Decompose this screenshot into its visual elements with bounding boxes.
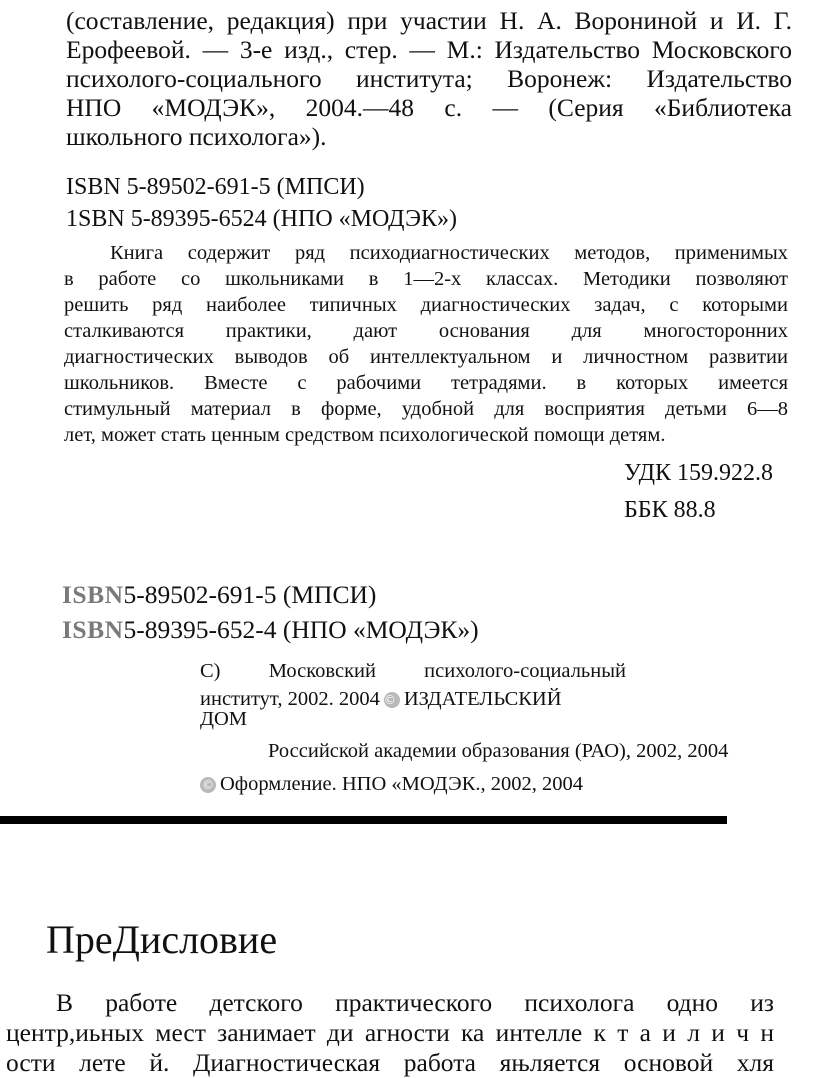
copyright-line: ДОМ <box>200 708 248 730</box>
isbn-mark: ISBN <box>62 580 124 609</box>
preface-line: центр,иьных мест занимает ди агности ка интелле к т а и л и ч н <box>6 1018 774 1047</box>
annotation-line: сталкиваются практики, дают основания для многосторонних <box>64 320 788 342</box>
annotation-line: школьников. Вместе с рабочими тетрадями. в которых имеется <box>64 372 788 394</box>
annotation-line: диагностических выводов об интеллектуальном и личностном развитии <box>64 346 788 368</box>
isbn-number: 5-89395-652-4 (НПО «МОДЭК») <box>123 615 479 644</box>
book-annotation <box>64 240 788 448</box>
bbk-code: ББК 88.8 <box>624 497 716 523</box>
biblio-line: НПО «МОДЭК», 2004.—48 с. — (Серия «Библиотека <box>66 93 792 122</box>
preface-line: В работе детского практического психолога одно из <box>56 988 774 1017</box>
biblio-line: школьного психолога»). <box>66 122 327 151</box>
annotation-line: стимульный материал в форме, удобной для восприятия детьми 6—8 <box>64 398 788 420</box>
preface-text <box>6 988 774 1078</box>
isbn-bottom-1 <box>62 580 376 610</box>
copyright-block <box>200 657 626 733</box>
copyright-icon: © <box>384 692 400 708</box>
bibliographic-description <box>66 6 792 151</box>
biblio-line: психолого-социального института; Воронеж: Издательство <box>66 64 792 93</box>
copyright-line: Российской академии образования (РАО), 2002, 2004 <box>268 740 729 762</box>
udk-code: УДК 159.922.8 <box>624 460 773 486</box>
annotation-line: решить ряд наиболее типичных диагностических задач, с которыми <box>64 294 788 316</box>
copyright-icon: © <box>202 778 214 792</box>
annotation-line: Книга содержит ряд психодиагностических методов, применимых <box>110 242 788 264</box>
preface-line: ости лете й. Диагностическая работа яњляется основой хля <box>6 1048 774 1077</box>
isbn-mark: ISBN <box>62 615 124 644</box>
annotation-line: в работе со школьниками в 1—2-х классах. Методики позволяют <box>64 268 788 290</box>
biblio-line: Ерофеевой. — 3-е изд., стер. — М.: Издательство Московского <box>66 35 792 64</box>
copyright-line <box>196 773 583 796</box>
copyright-line: С) Московский психолого-социальный <box>200 660 626 682</box>
isbn-bottom-2 <box>62 615 479 645</box>
copyright-text: ИЗДАТЕЛЬСКИЙ <box>403 688 562 710</box>
copyright-text: Оформление. НПО «МОДЭК., 2002, 2004 <box>220 773 583 795</box>
biblio-line: (составление, редакция) при участии Н. А. Ворониной и И. Г. <box>66 6 792 35</box>
annotation-line: лет, может стать ценным средством психологической помощи детям. <box>64 424 666 446</box>
horizontal-rule <box>0 816 727 824</box>
copyright-text: институт, 2002. 2004 <box>200 688 380 710</box>
isbn-top-2: 1SBN 5-89395-6524 (НПО «МОДЭК») <box>66 206 457 232</box>
preface-title: ПреДисловие <box>46 917 278 962</box>
isbn-number: 5-89502-691-5 (МПСИ) <box>123 580 377 609</box>
isbn-top-1: ISBN 5-89502-691-5 (МПСИ) <box>66 174 365 200</box>
